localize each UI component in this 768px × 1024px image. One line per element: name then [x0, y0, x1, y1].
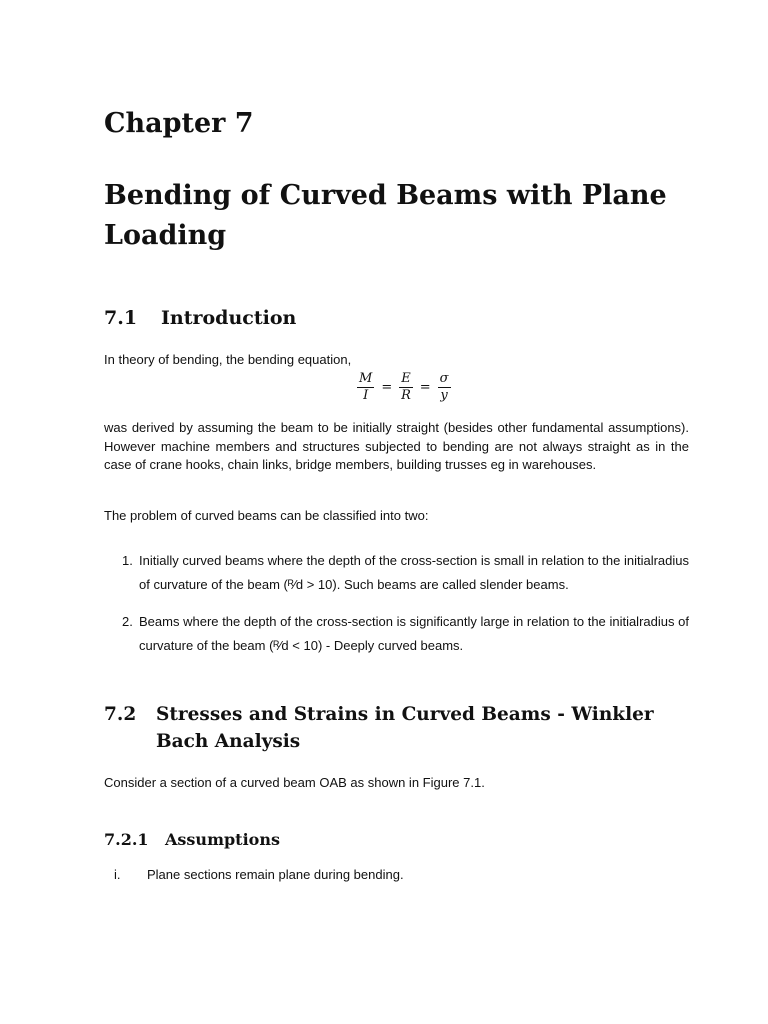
- paragraph-derivation: was derived by assuming the beam to be initially straight (besides other fundamental assumptions). However machine members and structures subjected to bending are not always straight as in the case of crane hooks, chain links, bridge members, building trusses eg in warehouses.: [104, 420, 689, 472]
- denominator: y: [440, 387, 448, 403]
- list-text: Beams where the depth of the cross-section is significantly large in relation to the initialradius of curvature of the beam (ᴿ⁄d < 10) - Deeply curved beams.: [139, 614, 689, 653]
- numerator: σ: [439, 370, 449, 386]
- list-item: [104, 549, 689, 597]
- classification-list: [104, 549, 689, 671]
- section-number: 7.2.1: [104, 830, 149, 849]
- numerator: E: [401, 370, 411, 386]
- section-number: 7.1: [104, 307, 138, 329]
- section-7-2-1-heading: [104, 829, 280, 851]
- denominator: I: [363, 387, 369, 403]
- paragraph-consider: Consider a section of a curved beam OAB as shown in Figure 7.1.: [104, 775, 485, 790]
- numerator: M: [359, 370, 373, 386]
- equals-sign: =: [381, 379, 393, 395]
- assumption-text: Plane sections remain plane during bending.: [147, 867, 404, 882]
- section-7-1-heading: [104, 306, 296, 330]
- list-text: Initially curved beams where the depth of the cross-section is small in relation to the initialradius of curvature of the beam (ᴿ⁄d > 10). Such beams are called slender beams.: [139, 553, 689, 592]
- list-item: [104, 610, 689, 658]
- section-number: 7.2: [104, 704, 137, 725]
- section-title: Stresses and Strains in Curved Beams - Winkler Bach Analysis: [156, 704, 654, 752]
- list-number: 1.: [122, 553, 133, 568]
- section-title: Introduction: [161, 307, 297, 329]
- roman-numeral: i.: [114, 867, 121, 882]
- section-7-2-heading: [104, 701, 684, 755]
- intro-paragraph: In theory of bending, the bending equation,: [104, 352, 352, 367]
- fraction-sigma-over-y: [438, 371, 451, 404]
- chapter-heading: Chapter 7: [104, 108, 254, 139]
- equals-sign: =: [419, 379, 431, 395]
- section-title: Assumptions: [165, 830, 280, 849]
- chapter-title: Bending of Curved Beams with Plane Loading: [104, 180, 667, 251]
- fraction-e-over-r: [399, 371, 413, 404]
- denominator: R: [401, 387, 411, 403]
- paragraph-classification: The problem of curved beams can be classified into two:: [104, 508, 429, 523]
- list-number: 2.: [122, 614, 133, 629]
- bending-equation: [355, 369, 453, 405]
- fraction-m-over-i: [357, 371, 374, 404]
